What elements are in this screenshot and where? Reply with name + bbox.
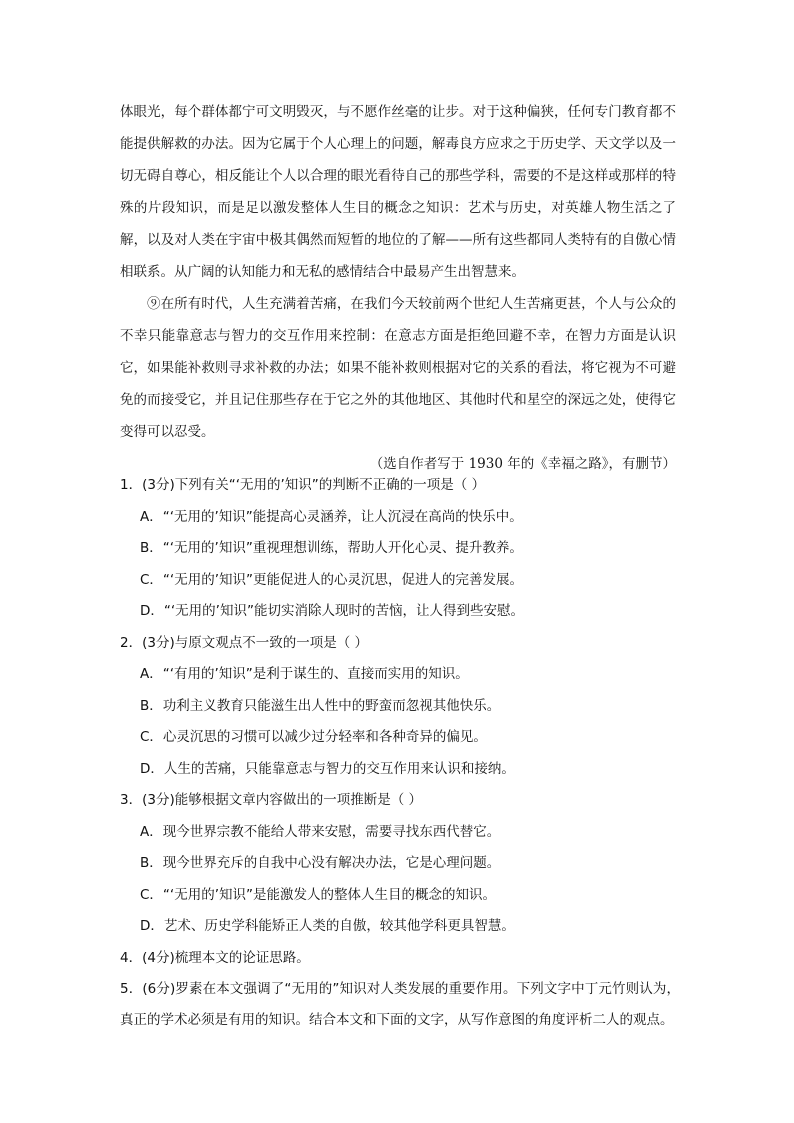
question-stem: 4．(4分)梳理本文的论证思路。	[120, 949, 310, 966]
question-list	[120, 470, 680, 1036]
passage-source: （选自作者写于 1930 年的《幸福之路》，有删节）	[369, 456, 676, 472]
option-d: D．“‘无用的’知识”能切实消除人现时的苦恼，让人得到些安慰。	[140, 603, 524, 619]
option-d: D．人生的苦痛，只能靠意志与智力的交互作用来认识和接纳。	[140, 760, 515, 777]
option-a: A．现今世界宗教不能给人带来安慰，需要寻找东西代替它。	[140, 823, 501, 840]
passage-paragraph-9: ⑨在所有时代，人生充满着苦痛，在我们今天较前两个世纪人生苦痛更甚，个人与公众的不幸只能靠意志与智力的交互作用来控制：在意志方面是拒绝回避不幸，在智力方面是认识它，如果能补救则寻求补救的办法；如果不能补救则根据对它的关系的看法，将它视为不可避免的而接受它，并且记住那些存在于它之外的其他地区、其他时代和星空的深远之处，使得它变得可以忍受。	[120, 296, 676, 440]
option-a: A．“‘无用的’知识”能提高心灵涵养，让人沉浸在高尚的快乐中。	[140, 508, 523, 525]
option-c: C．心灵沉思的习惯可以减少过分轻率和各种奇异的偏见。	[140, 729, 487, 745]
question-5	[120, 974, 680, 1036]
question-1	[120, 470, 680, 628]
question-stem: 3．(3分)能够根据文章内容做出的一项推断是（ ）	[120, 792, 423, 808]
option-c: C．“‘无用的’知识”更能促进人的心灵沉思，促进人的完善发展。	[140, 571, 523, 588]
option-b: B．“‘无用的’知识”重视理想训练，帮助人开化心灵、提升教养。	[140, 540, 523, 556]
option-a: A．“‘有用的’知识”是利于谋生的、直接而实用的知识。	[140, 666, 469, 682]
option-b: B．现今世界充斥的自我中心没有解决办法，它是心理问题。	[140, 855, 501, 871]
option-b: B．功利主义教育只能滋生出人性中的野蛮而忽视其他快乐。	[140, 697, 501, 714]
question-stem: 2．(3分)与原文观点不一致的一项是（ ）	[120, 634, 369, 651]
question-2	[120, 628, 680, 786]
reading-passage	[120, 96, 676, 480]
passage-paragraph-8: 体眼光，每个群体都宁可文明毁灭，与不愿作丝毫的让步。对于这种偏狭，任何专门教育都不能提供解救的办法。因为它属于个人心理上的问题，解毒良方应求之于历史学、天文学以及一切无碍自尊心，相反能让个人以合理的眼光看待自己的那些学科，需要的不是这样或那样的特殊的片段知识，而是足以激发整体人生目的概念之知识：艺术与历史，对英雄人物生活之了解，以及对人类在宇宙中极其偶然而短暂的地位的了解——所有这些都同人类特有的自傲心情相联系。从广阔的认知能力和无私的感情结合中最易产生出智慧来。	[120, 104, 676, 280]
question-stem: 1．(3分)下列有关“‘无用的’知识”的判断不正确的一项是（ ）	[120, 477, 486, 493]
question-3	[120, 785, 680, 943]
question-stem: 5．(6分)罗素在本文强调了“无用的”知识对人类发展的重要作用。下列文字中丁元竹则认为，真正的学术必须是有用的知识。结合本文和下面的文字，从写作意图的角度评析二人的观点。	[120, 981, 680, 1028]
option-d: D．艺术、历史学科能矫正人类的自傲，较其他学科更具智慧。	[140, 918, 515, 934]
option-c: C．“‘无用的’知识”是能激发人的整体人生目的概念的知识。	[140, 886, 496, 903]
question-4	[120, 943, 680, 975]
